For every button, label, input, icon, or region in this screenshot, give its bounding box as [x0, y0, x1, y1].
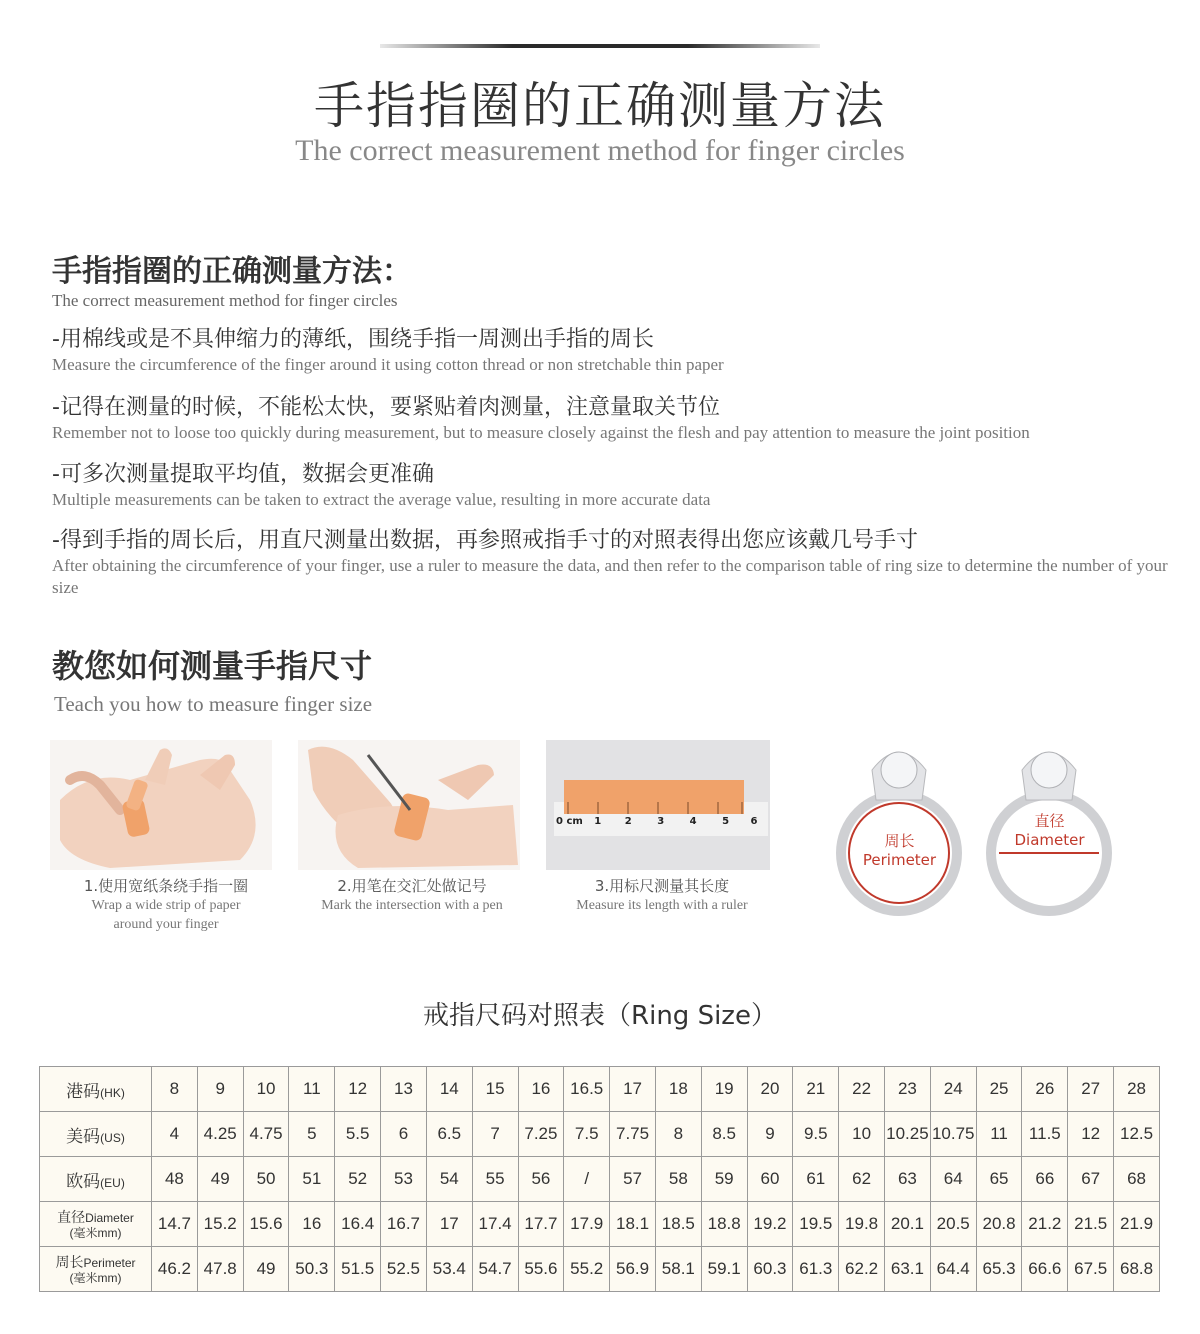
howto-title: 教您如何测量手指尺寸 [52, 647, 373, 685]
row-label: 直径 [57, 1208, 86, 1225]
method-point-4 [52, 527, 1172, 599]
table-cell: 25 [976, 1067, 1022, 1112]
table-cell: 5.5 [335, 1112, 381, 1157]
row-header [40, 1157, 152, 1202]
table-cell: 52 [335, 1157, 381, 1202]
table-cell: 68.8 [1114, 1247, 1160, 1292]
table-cell: 68 [1114, 1157, 1160, 1202]
step-2-caption [298, 876, 526, 915]
ring-diameter-en: Diameter [1014, 831, 1085, 849]
step-3-en: Measure its length with a ruler [576, 898, 748, 913]
table-row [40, 1067, 1160, 1112]
table-cell: 8 [655, 1112, 701, 1157]
table-cell: 20 [747, 1067, 793, 1112]
table-cell: 66 [1022, 1157, 1068, 1202]
table-cell: 49 [197, 1157, 243, 1202]
table-cell: 7.75 [610, 1112, 656, 1157]
table-cell: 12 [1068, 1112, 1114, 1157]
table-cell: 16.4 [335, 1202, 381, 1247]
table-cell: 21.5 [1068, 1202, 1114, 1247]
table-cell: 27 [1068, 1067, 1114, 1112]
table-cell: 47.8 [197, 1247, 243, 1292]
table-cell: 54 [426, 1157, 472, 1202]
table-cell: 18.5 [655, 1202, 701, 1247]
ruler-photo [546, 740, 770, 870]
method-point-zh: -得到手指的周长后，用直尺测量出数据，再参照戒指手寸的对照表得出您应该戴几号手寸 [52, 528, 918, 553]
step-1-zh: 1.使用宽纸条绕手指一圈 [83, 877, 249, 895]
table-cell: 58 [655, 1157, 701, 1202]
ring-diameter-illustration [982, 740, 1117, 920]
table-cell: 67 [1068, 1157, 1114, 1202]
table-cell: 65.3 [976, 1247, 1022, 1292]
row-unit: Diameter [85, 1210, 134, 1225]
table-cell: 4 [152, 1112, 198, 1157]
table-cell: 65 [976, 1157, 1022, 1202]
row-header [40, 1067, 152, 1112]
table-cell: 48 [152, 1157, 198, 1202]
table-cell: 7 [472, 1112, 518, 1157]
table-cell: 19.5 [793, 1202, 839, 1247]
method-subtitle: The correct measurement method for finger circles [52, 291, 398, 310]
step-1-caption [50, 876, 282, 934]
step-3-caption [546, 876, 778, 915]
table-cell: 10 [243, 1067, 289, 1112]
table-cell: 17.9 [564, 1202, 610, 1247]
table-cell: 11.5 [1022, 1112, 1068, 1157]
table-cell: 15.6 [243, 1202, 289, 1247]
step-2-en: Mark the intersection with a pen [321, 898, 503, 913]
table-cell: 20.1 [885, 1202, 931, 1247]
method-point-zh: -可多次测量提取平均值，数据会更准确 [52, 462, 434, 487]
table-cell: 61.3 [793, 1247, 839, 1292]
method-point-en: After obtaining the circumference of your finger, use a ruler to measure the data, and then refer to the comparison table of ring size to determine the number of your size [52, 556, 1168, 597]
table-cell: 15.2 [197, 1202, 243, 1247]
method-point-3 [52, 461, 1172, 511]
ruler-tick: 2 [624, 816, 632, 827]
method-title: 手指指圈的正确测量方法： [52, 254, 412, 289]
table-cell: 9 [197, 1067, 243, 1112]
table-cell: 16.5 [564, 1067, 610, 1112]
page-subtitle: The correct measurement method for finger circles [295, 134, 905, 167]
table-cell: 28 [1114, 1067, 1160, 1112]
row-header [40, 1247, 152, 1292]
table-cell: 12.5 [1114, 1112, 1160, 1157]
ruler-tick: 3 [657, 816, 665, 827]
ruler-tick: 0 cm [556, 816, 583, 827]
table-cell: 19 [701, 1067, 747, 1112]
table-cell: 18 [655, 1067, 701, 1112]
table-cell: 61 [793, 1157, 839, 1202]
page-title: 手指指圈的正确测量方法 [314, 77, 886, 135]
ruler-tick: 1 [594, 816, 602, 827]
table-cell: 9.5 [793, 1112, 839, 1157]
table-cell: 51.5 [335, 1247, 381, 1292]
table-cell: 60.3 [747, 1247, 793, 1292]
row-header [40, 1112, 152, 1157]
table-cell: 14 [426, 1067, 472, 1112]
row-unit: (EU) [100, 1175, 125, 1190]
table-cell: 11 [289, 1067, 335, 1112]
table-cell: 59 [701, 1157, 747, 1202]
table-cell: / [564, 1157, 610, 1202]
table-cell: 26 [1022, 1067, 1068, 1112]
method-point-1 [52, 326, 1172, 376]
table-cell: 50.3 [289, 1247, 335, 1292]
table-row [40, 1112, 1160, 1157]
table-cell: 66.6 [1022, 1247, 1068, 1292]
table-cell: 14.7 [152, 1202, 198, 1247]
table-cell: 50 [243, 1157, 289, 1202]
table-cell: 6 [381, 1112, 427, 1157]
table-cell: 5 [289, 1112, 335, 1157]
hand-mark-pen-photo [298, 740, 520, 870]
table-cell: 13 [381, 1067, 427, 1112]
hand-wrap-paper-photo [50, 740, 272, 870]
table-cell: 7.25 [518, 1112, 564, 1157]
table-cell: 20.5 [930, 1202, 976, 1247]
table-cell: 63.1 [885, 1247, 931, 1292]
table-cell: 67.5 [1068, 1247, 1114, 1292]
table-cell: 17 [610, 1067, 656, 1112]
ring-perimeter-illustration [832, 740, 967, 920]
table-cell: 63 [885, 1157, 931, 1202]
ruler-tick: 6 [750, 816, 758, 827]
table-cell: 11 [976, 1112, 1022, 1157]
method-point-zh: -用棉线或是不具伸缩力的薄纸，围绕手指一周测出手指的周长 [52, 327, 654, 352]
table-cell: 60 [747, 1157, 793, 1202]
table-cell: 51 [289, 1157, 335, 1202]
row-unit: Perimeter [83, 1255, 136, 1270]
table-cell: 56 [518, 1157, 564, 1202]
table-cell: 55 [472, 1157, 518, 1202]
table-cell: 55.2 [564, 1247, 610, 1292]
ring-perimeter-en: Perimeter [862, 851, 937, 869]
row-unit-mm: (毫米mm) [69, 1270, 122, 1285]
table-cell: 15 [472, 1067, 518, 1112]
table-cell: 10 [839, 1112, 885, 1157]
table-cell: 8 [152, 1067, 198, 1112]
table-cell: 6.5 [426, 1112, 472, 1157]
ring-size-table-title: 戒指尺码对照表（Ring Size） [423, 1001, 777, 1031]
row-unit: (US) [100, 1130, 125, 1145]
table-cell: 20.8 [976, 1202, 1022, 1247]
howto-subtitle: Teach you how to measure finger size [54, 692, 373, 716]
ruler-tick: 4 [689, 816, 697, 827]
top-divider-bar [380, 44, 820, 48]
table-cell: 10.75 [930, 1112, 976, 1157]
table-cell: 9 [747, 1112, 793, 1157]
table-cell: 57 [610, 1157, 656, 1202]
table-cell: 21.9 [1114, 1202, 1160, 1247]
table-cell: 54.7 [472, 1247, 518, 1292]
ring-size-table [39, 1066, 1160, 1292]
table-cell: 17.4 [472, 1202, 518, 1247]
row-label: 周长 [55, 1253, 84, 1270]
table-cell: 16 [289, 1202, 335, 1247]
method-point-en: Measure the circumference of the finger around it using cotton thread or non stretchable thin paper [52, 355, 724, 374]
table-cell: 17.7 [518, 1202, 564, 1247]
table-cell: 17 [426, 1202, 472, 1247]
step-3-zh: 3.用标尺测量其长度 [594, 877, 730, 895]
table-cell: 19.2 [747, 1202, 793, 1247]
table-row [40, 1247, 1160, 1292]
table-cell: 49 [243, 1247, 289, 1292]
table-cell: 22 [839, 1067, 885, 1112]
table-cell: 21.2 [1022, 1202, 1068, 1247]
table-cell: 19.8 [839, 1202, 885, 1247]
table-cell: 56.9 [610, 1247, 656, 1292]
table-cell: 64 [930, 1157, 976, 1202]
table-cell: 4.25 [197, 1112, 243, 1157]
table-cell: 64.4 [930, 1247, 976, 1292]
table-row [40, 1202, 1160, 1247]
row-label: 港码 [66, 1081, 101, 1101]
table-cell: 7.5 [564, 1112, 610, 1157]
table-cell: 4.75 [243, 1112, 289, 1157]
table-cell: 59.1 [701, 1247, 747, 1292]
method-point-en: Multiple measurements can be taken to extract the average value, resulting in more accurate data [52, 490, 711, 509]
table-cell: 18.1 [610, 1202, 656, 1247]
row-label: 美码 [66, 1126, 101, 1146]
row-label: 欧码 [66, 1171, 101, 1191]
step-1-en: Wrap a wide strip of paper around your finger [91, 898, 241, 932]
row-unit-mm: (毫米mm) [69, 1225, 122, 1240]
table-cell: 53.4 [426, 1247, 472, 1292]
table-cell: 16.7 [381, 1202, 427, 1247]
table-cell: 16 [518, 1067, 564, 1112]
table-cell: 55.6 [518, 1247, 564, 1292]
table-cell: 8.5 [701, 1112, 747, 1157]
table-cell: 62.2 [839, 1247, 885, 1292]
table-cell: 23 [885, 1067, 931, 1112]
step-2-zh: 2.用笔在交汇处做记号 [337, 877, 487, 895]
table-cell: 53 [381, 1157, 427, 1202]
method-point-en: Remember not to loose too quickly during measurement, but to measure closely against the flesh and pay attention to measure the joint position [52, 423, 1030, 442]
table-cell: 12 [335, 1067, 381, 1112]
table-cell: 24 [930, 1067, 976, 1112]
table-cell: 18.8 [701, 1202, 747, 1247]
ring-diameter-zh: 直径 [1034, 812, 1065, 830]
method-point-zh: -记得在测量的时候，不能松太快，要紧贴着肉测量，注意量取关节位 [52, 395, 720, 420]
method-point-2 [52, 394, 1172, 444]
ring-perimeter-zh: 周长 [884, 832, 915, 850]
row-unit: (HK) [100, 1085, 125, 1100]
table-cell: 52.5 [381, 1247, 427, 1292]
table-row [40, 1157, 1160, 1202]
table-cell: 58.1 [655, 1247, 701, 1292]
ruler-ticks [556, 816, 766, 827]
table-cell: 62 [839, 1157, 885, 1202]
table-cell: 10.25 [885, 1112, 931, 1157]
table-cell: 46.2 [152, 1247, 198, 1292]
ruler-tick: 5 [722, 816, 730, 827]
table-cell: 21 [793, 1067, 839, 1112]
row-header [40, 1202, 152, 1247]
